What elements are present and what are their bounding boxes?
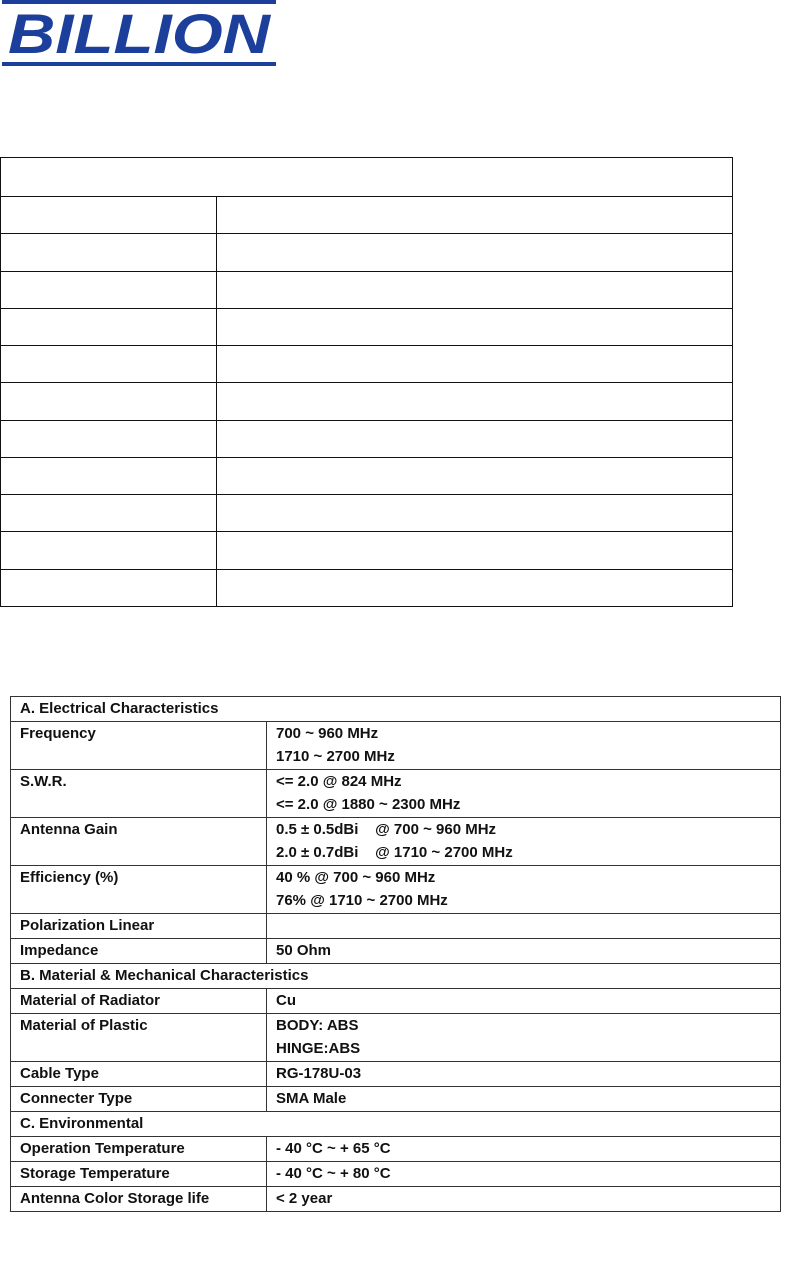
empty-table-row bbox=[1, 346, 733, 383]
spec-key: Impedance bbox=[11, 939, 267, 964]
empty-table-key-cell bbox=[1, 308, 217, 345]
spec-section-row bbox=[11, 697, 781, 722]
logo-wordmark: BILLION bbox=[8, 2, 272, 65]
empty-table-key-cell bbox=[1, 197, 217, 234]
spec-value-cell bbox=[267, 1087, 781, 1112]
spec-value: <= 2.0 @ 1880 ~ 2300 MHz bbox=[276, 796, 461, 813]
spec-value-cell bbox=[267, 1062, 781, 1087]
spec-row bbox=[11, 939, 781, 964]
spec-row bbox=[11, 1087, 781, 1112]
spec-section-row bbox=[11, 964, 781, 989]
empty-table-value-cell bbox=[217, 346, 733, 383]
spec-key: S.W.R. bbox=[11, 770, 267, 818]
spec-value: - 40 °C ~ + 65 °C bbox=[276, 1140, 391, 1157]
empty-table-key-cell bbox=[1, 532, 217, 569]
empty-table-key-cell bbox=[1, 271, 217, 308]
spec-value-cell bbox=[267, 1137, 781, 1162]
empty-table-row bbox=[1, 271, 733, 308]
spec-value-cell bbox=[267, 770, 781, 818]
spec-key: Storage Temperature bbox=[11, 1162, 267, 1187]
empty-table-value-cell bbox=[217, 420, 733, 457]
empty-table-value-cell bbox=[217, 197, 733, 234]
empty-table-row bbox=[1, 383, 733, 420]
empty-table-row bbox=[1, 457, 733, 494]
empty-table-value-cell bbox=[217, 495, 733, 532]
empty-table-header-row bbox=[1, 158, 733, 197]
spec-value-cell bbox=[267, 818, 781, 866]
spec-row bbox=[11, 1162, 781, 1187]
spec-row bbox=[11, 1137, 781, 1162]
spec-row bbox=[11, 1062, 781, 1087]
spec-value-cell bbox=[267, 1187, 781, 1212]
spec-section-title: B. Material & Mechanical Characteristics bbox=[11, 964, 781, 989]
empty-table-key-cell bbox=[1, 569, 217, 606]
spec-value: 700 ~ 960 MHz bbox=[276, 725, 379, 742]
empty-table-row bbox=[1, 569, 733, 606]
spec-value-cell bbox=[267, 939, 781, 964]
empty-table-header-cell bbox=[1, 158, 733, 197]
spec-row bbox=[11, 914, 781, 939]
empty-table-value-cell bbox=[217, 308, 733, 345]
spec-section-title: A. Electrical Characteristics bbox=[11, 697, 781, 722]
empty-table-value-cell bbox=[217, 457, 733, 494]
spec-key: Connecter Type bbox=[11, 1087, 267, 1112]
spec-value: <= 2.0 @ 824 MHz bbox=[276, 773, 402, 790]
spec-value-cell bbox=[267, 989, 781, 1014]
empty-table-row bbox=[1, 197, 733, 234]
empty-table-value-cell bbox=[217, 383, 733, 420]
spec-key: Operation Temperature bbox=[11, 1137, 267, 1162]
spec-value: HINGE:ABS bbox=[276, 1040, 361, 1057]
spec-value: 0.5 ± 0.5dBi @ 700 ~ 960 MHz bbox=[276, 821, 497, 838]
empty-table-row bbox=[1, 308, 733, 345]
spec-value: SMA Male bbox=[276, 1090, 347, 1107]
spec-key: Material of Radiator bbox=[11, 989, 267, 1014]
spec-value: < 2 year bbox=[276, 1190, 333, 1207]
billion-logo bbox=[2, 0, 276, 66]
empty-table-value-cell bbox=[217, 569, 733, 606]
empty-table-key-cell bbox=[1, 346, 217, 383]
empty-table-row bbox=[1, 234, 733, 271]
spec-row bbox=[11, 1187, 781, 1212]
spec-value: 50 Ohm bbox=[276, 942, 332, 959]
spec-row bbox=[11, 989, 781, 1014]
spec-row bbox=[11, 866, 781, 914]
empty-table-value-cell bbox=[217, 234, 733, 271]
spec-value: - 40 °C ~ + 80 °C bbox=[276, 1165, 391, 1182]
spec-key: Efficiency (%) bbox=[11, 866, 267, 914]
spec-value-cell bbox=[267, 914, 781, 939]
empty-table-row bbox=[1, 420, 733, 457]
spec-row bbox=[11, 722, 781, 770]
spec-value-cell bbox=[267, 722, 781, 770]
spec-section-title: C. Environmental bbox=[11, 1112, 781, 1137]
spec-value-cell bbox=[267, 866, 781, 914]
spec-value: 40 % @ 700 ~ 960 MHz bbox=[276, 869, 436, 886]
spec-value-cell bbox=[267, 1014, 781, 1062]
empty-table-value-cell bbox=[217, 532, 733, 569]
empty-table-row bbox=[1, 532, 733, 569]
spec-value-cell bbox=[267, 1162, 781, 1187]
empty-table-key-cell bbox=[1, 495, 217, 532]
empty-table bbox=[0, 157, 733, 607]
spec-row bbox=[11, 770, 781, 818]
spec-key: Polarization Linear bbox=[11, 914, 267, 939]
empty-table-value-cell bbox=[217, 271, 733, 308]
spec-value: 2.0 ± 0.7dBi @ 1710 ~ 2700 MHz bbox=[276, 844, 513, 861]
empty-table-key-cell bbox=[1, 383, 217, 420]
antenna-spec-table bbox=[10, 696, 781, 1212]
spec-key: Cable Type bbox=[11, 1062, 267, 1087]
spec-key: Frequency bbox=[11, 722, 267, 770]
spec-row bbox=[11, 1014, 781, 1062]
empty-table-key-cell bbox=[1, 234, 217, 271]
spec-value: 76% @ 1710 ~ 2700 MHz bbox=[276, 892, 448, 909]
spec-value bbox=[276, 915, 780, 938]
spec-key: Antenna Color Storage life bbox=[11, 1187, 267, 1212]
spec-value: Cu bbox=[276, 992, 296, 1009]
spec-key: Material of Plastic bbox=[11, 1014, 267, 1062]
spec-value: RG-178U-03 bbox=[276, 1065, 362, 1082]
spec-value: 1710 ~ 2700 MHz bbox=[276, 748, 395, 765]
empty-table-key-cell bbox=[1, 420, 217, 457]
spec-section-row bbox=[11, 1112, 781, 1137]
spec-value: BODY: ABS bbox=[276, 1017, 359, 1034]
empty-table-key-cell bbox=[1, 457, 217, 494]
spec-row bbox=[11, 818, 781, 866]
empty-table-row bbox=[1, 495, 733, 532]
spec-key: Antenna Gain bbox=[11, 818, 267, 866]
